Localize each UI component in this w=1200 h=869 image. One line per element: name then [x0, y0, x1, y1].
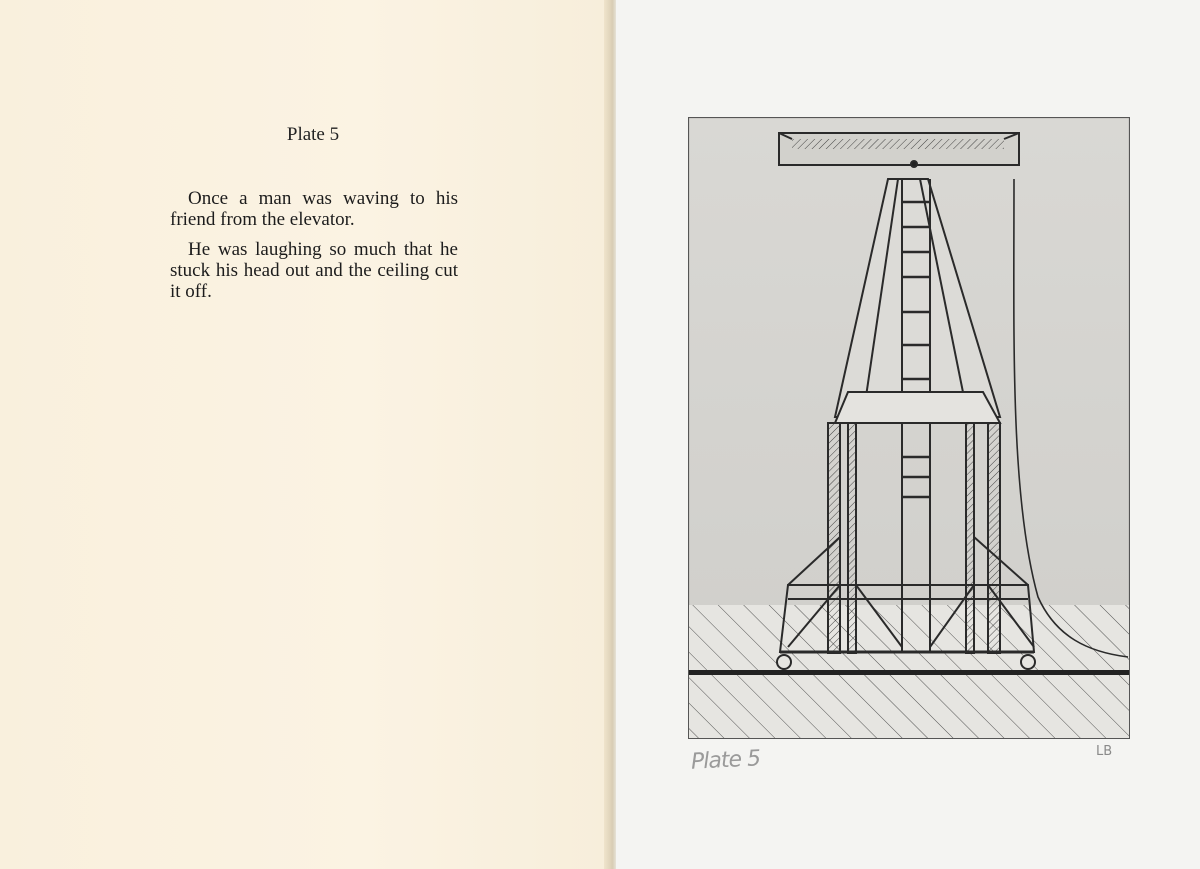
story-text — [170, 188, 458, 311]
plate-title: Plate 5 — [286, 124, 340, 145]
leg-outer-right — [988, 423, 1000, 653]
elevator-etching — [688, 117, 1130, 739]
pencil-caption: Plate 5 — [690, 746, 761, 775]
ceiling-beam — [779, 133, 1019, 167]
floor-rail — [689, 670, 1129, 675]
leg-inner-right — [966, 423, 974, 653]
story-paragraph-2: He was laughing so much that he stuck his head out and the ceiling cut it off. — [170, 239, 458, 302]
wheel-right — [1021, 655, 1035, 669]
tower-cap — [835, 392, 1000, 423]
story-paragraph-1: Once a man was waving to his friend from the elevator. — [170, 188, 458, 230]
pencil-initials: LB — [1096, 744, 1113, 759]
wheel-left — [777, 655, 791, 669]
leg-inner-left — [848, 423, 856, 653]
